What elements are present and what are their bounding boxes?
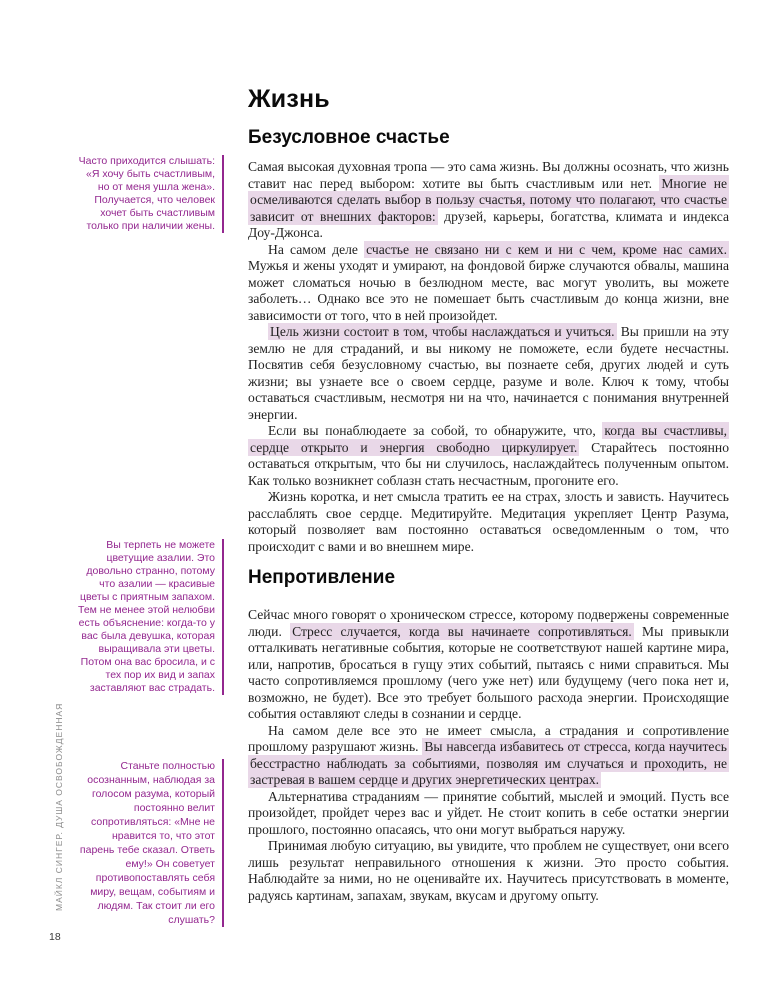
text-segment: Мужья и жены уходят и умирают, на фондовой бирже случаются обвалы, машина может сломаться ночью в безлюдном месте, вас могут уволить, вы можете заболеть… Однако все это не помешает быть счастливым до конца жизни, вне зависимости от того, что в ней произойдет. xyxy=(248,258,729,323)
highlighted-text: Стресс случается, когда вы начинаете сопротивляться. xyxy=(292,623,632,639)
section-heading: Безусловное счастье xyxy=(248,127,450,148)
text-segment: Принимая любую ситуацию, вы увидите, что проблем не существует, они всего лишь результат неправильного отношения к жизни. Это просто события. Наблюдайте за ними, но не оценивайте их. Научитесь присутствовать в моменте, радуясь картинам, запахам, звукам, вкусам и другому опыту. xyxy=(248,838,729,903)
paragraph xyxy=(248,838,729,904)
text-segment: Вы пришли на эту землю не для страданий, и вы никому не поможете, если будете несчастны. Посвятив себя безусловному счастью, вы познаете себя, других людей и суть жизни; вы узнаете все о своем сердце, разуме и воле. Ключ к тому, чтобы оставаться счастливым, несмотря ни на что, начинается с понимания внутренней энергии. xyxy=(248,324,729,422)
text-segment: Альтернатива страданиям — принятие событий, мыслей и эмоций. Пусть все произойдет, пройдет через вас и уйдет. Не стоит копить в себе остатки энергии прошлого, постоянно опасаясь, что они могут выбраться наружу. xyxy=(248,788,729,837)
text-segment: Мы привыкли отталкивать негативные события, которые не соответствуют нашей картине мира, или, напротив, бросаться в гущу этих событий, пытаясь с ними справиться. Мы часто сопротивляемся прошлому (чего уже нет) или будущему (чего пока нет и, возможно, не будет). Все это требует большого расхода энергии. Происходящие события оставляют следы в сознании и сердце. xyxy=(248,623,729,721)
highlighted-text: Вы навсегда избавитесь от стресса, когда научитесь бесстрастно наблюдать за событиями, позволяя им случаться и проходить, не застревая в вашем сердце и других энергетических центрах. xyxy=(250,739,727,787)
paragraph xyxy=(248,242,729,325)
text-segment: Если вы понаблюдаете за собой, то обнаружите, что, xyxy=(268,423,603,438)
highlighted-text: когда вы счастливы, сердце открыто и энергия свободно циркулирует. xyxy=(250,423,727,455)
text-segment: Сейчас много говорят о хроническом стрессе, которому подвержены современные люди. xyxy=(248,607,729,639)
paragraph xyxy=(248,159,729,242)
paragraph xyxy=(248,789,729,839)
text-segment: На самом деле xyxy=(268,241,365,257)
text-segment: Жизнь коротка, и нет смысла тратить ее на страх, злость и зависть. Научитесь расслаблять свое сердце. Медитируйте. Медитация укрепляет Центр Разума, который позволяет вам постоянно оставаться осведомленным о том, что происходит с вами и во внешнем мире. xyxy=(248,489,729,554)
section-paragraphs xyxy=(248,607,729,904)
text-segment: На самом деле все это не имеет смысла, а страдания и сопротивление прошлому разрушают жизнь. xyxy=(248,722,729,754)
section-unconditional-happiness xyxy=(248,127,729,555)
text-segment: друзей, карьеры, богатства, климата и индекса Доу-Джонса. xyxy=(248,208,729,240)
section-paragraphs xyxy=(248,159,729,555)
book-spine-title: МАЙКЛ СИНГЕР. ДУША ОСВОБОЖДЕННАЯ xyxy=(54,702,64,911)
paragraph xyxy=(248,489,729,555)
paragraph xyxy=(248,607,729,723)
main-text-column xyxy=(248,0,729,904)
margin-note: Вы терпеть не можете цветущие азалии. Это довольно странно, потому что азалии — красивые цветы с приятным запахом. Тем не менее этой нелюбви есть объяснение: когда-то у вас была девушка, которая выращивала эти цветы. Потом она вас бросила, и с тех пор их вид и запах заставляют вас страдать. xyxy=(77,539,224,695)
highlighted-text: счастье не связано ни с кем и ни с чем, кроме нас самих. xyxy=(366,241,727,257)
text-segment: Самая высокая духовная тропа — это сама жизнь. Вы должны осознать, что жизнь ставит нас перед выбором: хотите вы быть счастливым или нет. xyxy=(248,159,729,191)
text-segment: Старайтесь постоянно оставаться открытым, что бы ни случилось, наслаждайтесь полученным опытом. Как только возникнет соблазн стать несчастным, прогоните его. xyxy=(248,439,729,488)
highlighted-text: Многие не осмеливаются сделать выбор в пользу счастья, потому что полагают, что счастье зависит от внешних факторов: xyxy=(250,175,728,224)
section-non-resistance xyxy=(248,567,729,904)
highlighted-text: Цель жизни состоит в том, чтобы наслаждаться и учиться. xyxy=(270,324,615,339)
paragraph xyxy=(248,324,729,423)
paragraph xyxy=(248,423,729,489)
page-number: 18 xyxy=(49,931,61,943)
margin-note: Станьте полностью осознанным, наблюдая за голосом разума, который постоянно велит сопротивляться: «Мне не нравится то, что этот парень тебе сказал. Ответь ему!» Он советует противопоставлять себя миру, вещам, событиям и людям. Так стоит ли его слушать? xyxy=(77,759,224,927)
section-heading: Непротивление xyxy=(248,567,396,588)
chapter-title: Жизнь xyxy=(248,85,330,113)
margin-note: Часто приходится слышать: «Я хочу быть счастливым, но от меня ушла жена». Получается, что человек хочет быть счастливым только при наличии жены. xyxy=(77,155,224,233)
paragraph xyxy=(248,723,729,789)
